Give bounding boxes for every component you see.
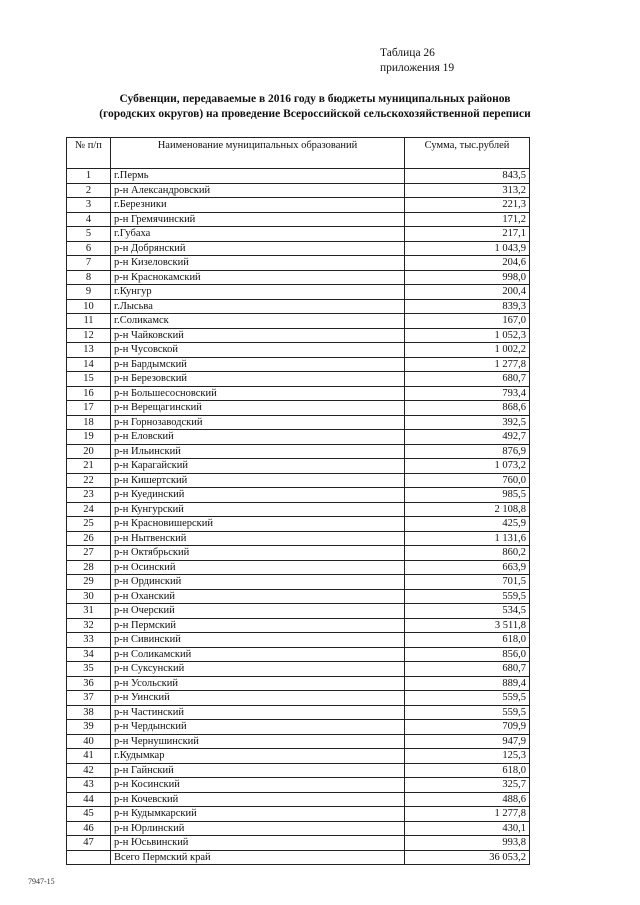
table-row (67, 647, 530, 662)
row-amount: 760,0 (405, 473, 530, 488)
row-number: 29 (67, 575, 111, 590)
row-name: р-н Ординский (111, 575, 405, 590)
table-row (67, 285, 530, 300)
row-name: р-н Кудымкарский (111, 807, 405, 822)
table-header-row (67, 138, 530, 169)
table-row (67, 357, 530, 372)
row-amount: 860,2 (405, 546, 530, 561)
table-row (67, 705, 530, 720)
table-row (67, 604, 530, 619)
table-reference (380, 46, 454, 76)
table-row (67, 720, 530, 735)
row-amount: 839,3 (405, 299, 530, 314)
row-amount: 701,5 (405, 575, 530, 590)
table-row (67, 560, 530, 575)
table-row (67, 502, 530, 517)
row-name: р-н Горнозаводский (111, 415, 405, 430)
row-number: 36 (67, 676, 111, 691)
row-name: р-н Кочевский (111, 792, 405, 807)
row-name: р-н Ильинский (111, 444, 405, 459)
table-row (67, 183, 530, 198)
row-number: 22 (67, 473, 111, 488)
row-name: р-н Бардымский (111, 357, 405, 372)
row-number: 35 (67, 662, 111, 677)
row-amount: 1 073,2 (405, 459, 530, 474)
row-number: 14 (67, 357, 111, 372)
table-row (67, 662, 530, 677)
row-name: р-н Осинский (111, 560, 405, 575)
row-amount: 425,9 (405, 517, 530, 532)
row-number: 10 (67, 299, 111, 314)
row-amount: 793,4 (405, 386, 530, 401)
row-name: р-н Чернушинский (111, 734, 405, 749)
row-name: р-н Нытвенский (111, 531, 405, 546)
row-name: р-н Очерский (111, 604, 405, 619)
row-number: 43 (67, 778, 111, 793)
row-amount: 559,5 (405, 705, 530, 720)
row-number: 42 (67, 763, 111, 778)
table-row (67, 256, 530, 271)
row-number: 1 (67, 169, 111, 184)
row-amount: 221,3 (405, 198, 530, 213)
row-name: г.Кудымкар (111, 749, 405, 764)
row-number: 46 (67, 821, 111, 836)
column-header-number: № п/п (67, 138, 111, 169)
row-amount: 125,3 (405, 749, 530, 764)
row-amount: 1 277,8 (405, 357, 530, 372)
row-amount: 998,0 (405, 270, 530, 285)
row-name: р-н Куединский (111, 488, 405, 503)
row-number: 11 (67, 314, 111, 329)
row-number: 26 (67, 531, 111, 546)
row-name: р-н Сивинский (111, 633, 405, 648)
table-row (67, 386, 530, 401)
row-number: 37 (67, 691, 111, 706)
row-number: 9 (67, 285, 111, 300)
row-name: р-н Оханский (111, 589, 405, 604)
row-amount: 868,6 (405, 401, 530, 416)
row-amount: 313,2 (405, 183, 530, 198)
document-code: 7947-15 (28, 877, 55, 886)
document-title (60, 92, 570, 122)
row-number: 30 (67, 589, 111, 604)
row-number: 33 (67, 633, 111, 648)
table-row (67, 415, 530, 430)
row-amount: 680,7 (405, 662, 530, 677)
table-row (67, 633, 530, 648)
row-number: 4 (67, 212, 111, 227)
row-amount: 492,7 (405, 430, 530, 445)
row-name: р-н Суксунский (111, 662, 405, 677)
table-row (67, 299, 530, 314)
table-row (67, 343, 530, 358)
row-number: 21 (67, 459, 111, 474)
row-amount: 680,7 (405, 372, 530, 387)
row-number: 34 (67, 647, 111, 662)
row-number: 19 (67, 430, 111, 445)
table-row (67, 241, 530, 256)
table-reference-line1: Таблица 26 (380, 47, 435, 59)
table-row (67, 169, 530, 184)
row-amount: 200,4 (405, 285, 530, 300)
row-number: 20 (67, 444, 111, 459)
row-number: 7 (67, 256, 111, 271)
row-name: р-н Кишертский (111, 473, 405, 488)
table-row (67, 314, 530, 329)
row-name: р-н Усольский (111, 676, 405, 691)
column-header-name: Наименование муниципальных образований (111, 138, 405, 169)
row-number: 27 (67, 546, 111, 561)
table-row (67, 821, 530, 836)
table-row (67, 488, 530, 503)
table-row (67, 792, 530, 807)
row-amount: 993,8 (405, 836, 530, 851)
table-row (67, 227, 530, 242)
table-row (67, 517, 530, 532)
subventions-table (66, 137, 530, 865)
table-reference-line2: приложения 19 (380, 62, 455, 74)
table-row (67, 430, 530, 445)
table-row (67, 459, 530, 474)
row-name: р-н Большесосновский (111, 386, 405, 401)
table-row (67, 618, 530, 633)
row-name: р-н Еловский (111, 430, 405, 445)
row-name: р-н Александровский (111, 183, 405, 198)
row-amount: 171,2 (405, 212, 530, 227)
row-amount: 1 052,3 (405, 328, 530, 343)
row-name: г.Пермь (111, 169, 405, 184)
row-name: р-н Юсьвинский (111, 836, 405, 851)
row-number: 23 (67, 488, 111, 503)
row-amount: 889,4 (405, 676, 530, 691)
row-amount: 488,6 (405, 792, 530, 807)
row-amount: 325,7 (405, 778, 530, 793)
row-name: р-н Косинский (111, 778, 405, 793)
row-name: р-н Пермский (111, 618, 405, 633)
row-number: 38 (67, 705, 111, 720)
row-number: 18 (67, 415, 111, 430)
row-name: р-н Карагайский (111, 459, 405, 474)
row-number: 47 (67, 836, 111, 851)
row-name: р-н Кизеловский (111, 256, 405, 271)
row-amount: 947,9 (405, 734, 530, 749)
row-name: г.Березники (111, 198, 405, 213)
row-name: р-н Чусовской (111, 343, 405, 358)
row-number: 28 (67, 560, 111, 575)
row-amount: 856,0 (405, 647, 530, 662)
row-name: г.Кунгур (111, 285, 405, 300)
row-amount: 217,1 (405, 227, 530, 242)
row-number: 3 (67, 198, 111, 213)
row-number: 40 (67, 734, 111, 749)
table-row (67, 691, 530, 706)
row-amount: 1 002,2 (405, 343, 530, 358)
table-row (67, 749, 530, 764)
row-number: 13 (67, 343, 111, 358)
row-number: 45 (67, 807, 111, 822)
table-row (67, 807, 530, 822)
row-number: 8 (67, 270, 111, 285)
row-number: 15 (67, 372, 111, 387)
row-amount: 204,6 (405, 256, 530, 271)
row-amount: 559,5 (405, 589, 530, 604)
row-number: 6 (67, 241, 111, 256)
document-title-line1: Субвенции, передаваемые в 2016 году в бюджеты муниципальных районов (119, 93, 511, 105)
row-number: 12 (67, 328, 111, 343)
table-row (67, 212, 530, 227)
row-amount: 534,5 (405, 604, 530, 619)
row-amount: 709,9 (405, 720, 530, 735)
row-amount: 559,5 (405, 691, 530, 706)
table-row (67, 270, 530, 285)
column-header-amount: Сумма, тыс.рублей (405, 138, 530, 169)
row-amount: 985,5 (405, 488, 530, 503)
table-row (67, 763, 530, 778)
row-name: р-н Частинский (111, 705, 405, 720)
table-row (67, 473, 530, 488)
row-number: 17 (67, 401, 111, 416)
table-row (67, 546, 530, 561)
row-name: р-н Красновишерский (111, 517, 405, 532)
table-row (67, 198, 530, 213)
row-number: 32 (67, 618, 111, 633)
row-name: р-н Верещагинский (111, 401, 405, 416)
row-name: г.Соликамск (111, 314, 405, 329)
row-amount: 167,0 (405, 314, 530, 329)
row-name: р-н Добрянский (111, 241, 405, 256)
row-name: р-н Октябрьский (111, 546, 405, 561)
table-row (67, 836, 530, 851)
row-number: 31 (67, 604, 111, 619)
row-number: 44 (67, 792, 111, 807)
row-number: 16 (67, 386, 111, 401)
row-amount: 618,0 (405, 763, 530, 778)
table-body (67, 169, 530, 851)
row-amount: 618,0 (405, 633, 530, 648)
row-amount: 3 511,8 (405, 618, 530, 633)
table-row (67, 734, 530, 749)
row-number: 2 (67, 183, 111, 198)
document-title-line2: (городских округов) на проведение Всероссийской сельскохозяйственной переписи (99, 108, 531, 120)
table-row (67, 589, 530, 604)
row-name: р-н Юрлинский (111, 821, 405, 836)
row-name: р-н Березовский (111, 372, 405, 387)
table-row (67, 372, 530, 387)
row-name: р-н Чайковский (111, 328, 405, 343)
total-amount: 36 053,2 (405, 850, 530, 865)
row-name: р-н Чердынский (111, 720, 405, 735)
row-amount: 843,5 (405, 169, 530, 184)
row-name: р-н Гремячинский (111, 212, 405, 227)
total-label: Всего Пермский край (111, 850, 405, 865)
table-row (67, 328, 530, 343)
row-number: 41 (67, 749, 111, 764)
row-number: 39 (67, 720, 111, 735)
row-amount: 1 131,6 (405, 531, 530, 546)
table-row (67, 531, 530, 546)
row-amount: 1 277,8 (405, 807, 530, 822)
row-amount: 430,1 (405, 821, 530, 836)
row-number: 5 (67, 227, 111, 242)
row-amount: 2 108,8 (405, 502, 530, 517)
table-row (67, 575, 530, 590)
table-row (67, 401, 530, 416)
table-row (67, 444, 530, 459)
row-number: 24 (67, 502, 111, 517)
row-name: р-н Гайнский (111, 763, 405, 778)
row-name: р-н Уинский (111, 691, 405, 706)
table-row (67, 676, 530, 691)
row-amount: 663,9 (405, 560, 530, 575)
table-row (67, 778, 530, 793)
row-name: р-н Кунгурский (111, 502, 405, 517)
row-name: р-н Краснокамский (111, 270, 405, 285)
row-amount: 1 043,9 (405, 241, 530, 256)
row-amount: 392,5 (405, 415, 530, 430)
table-total-row (67, 850, 530, 865)
row-name: р-н Соликамский (111, 647, 405, 662)
row-amount: 876,9 (405, 444, 530, 459)
row-name: г.Губаха (111, 227, 405, 242)
total-number-cell (67, 850, 111, 865)
row-number: 25 (67, 517, 111, 532)
row-name: г.Лысьва (111, 299, 405, 314)
